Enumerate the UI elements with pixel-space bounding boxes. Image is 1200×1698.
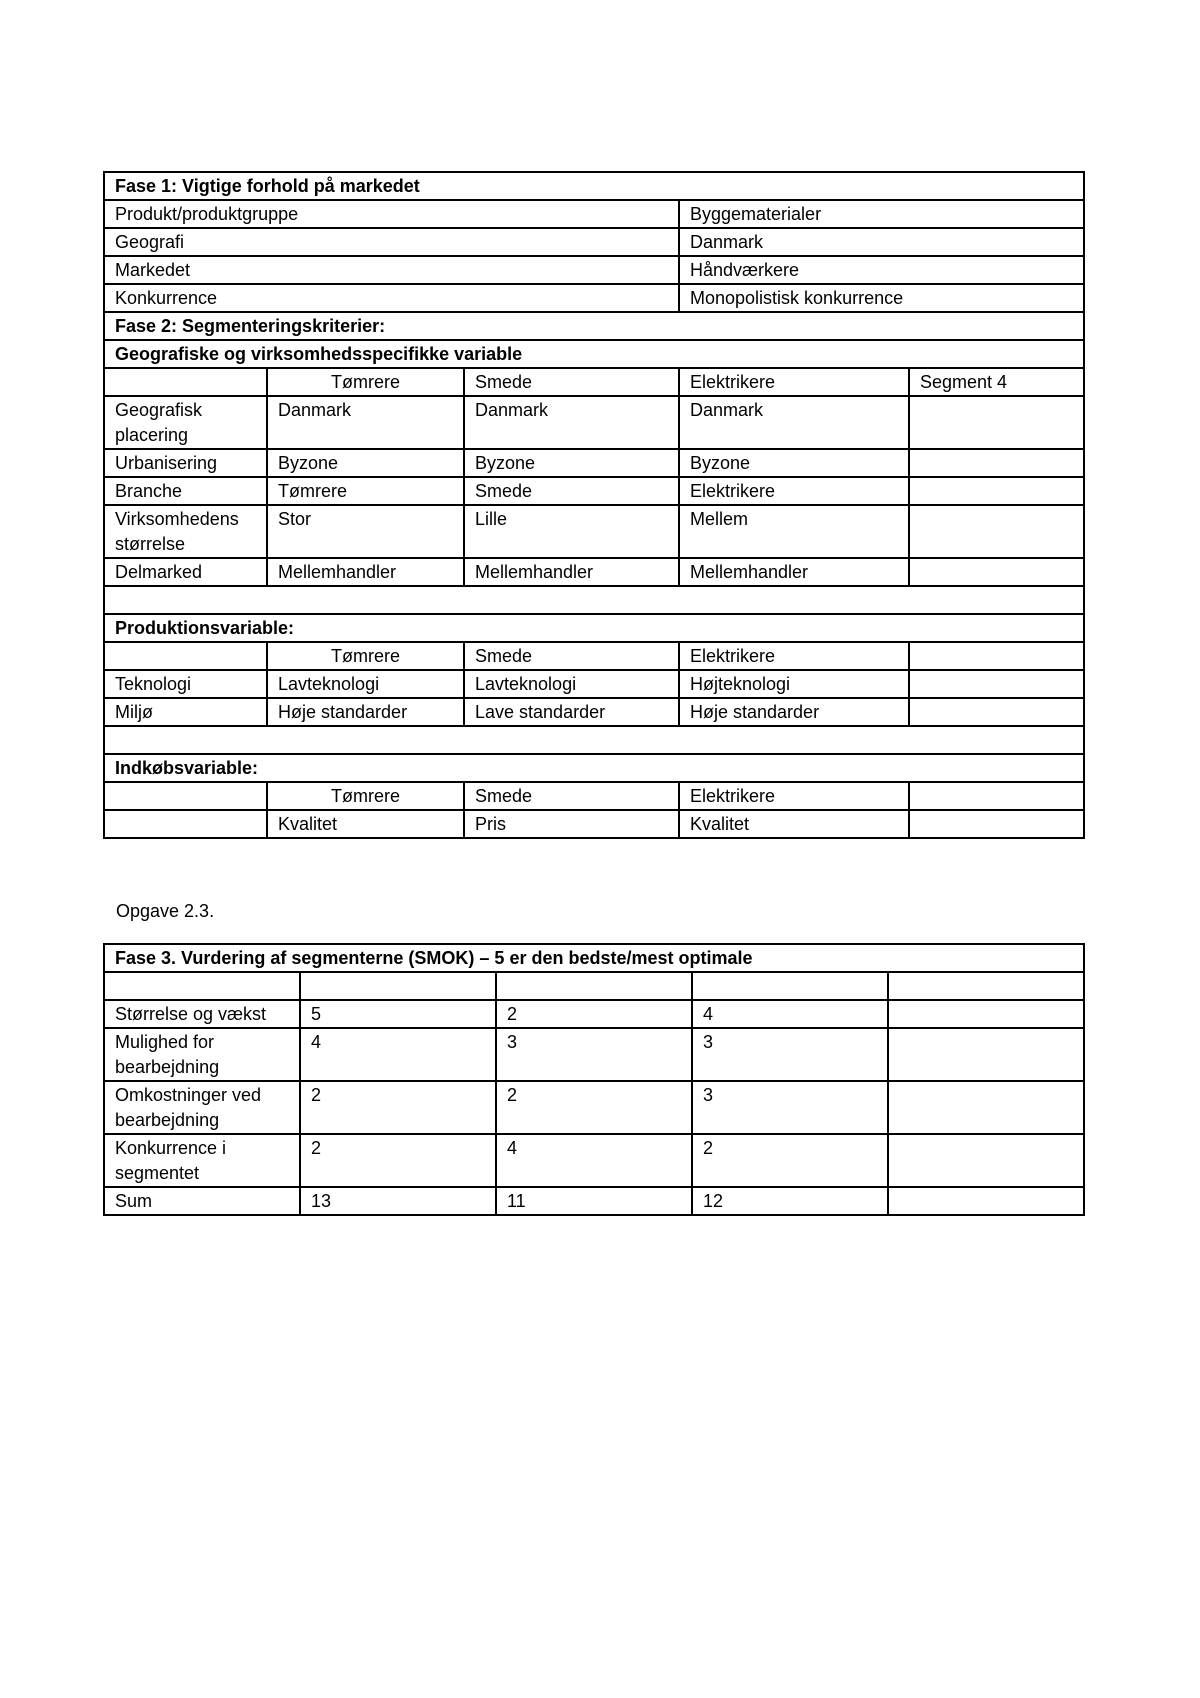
cell: 4 [692, 1000, 888, 1028]
fase3-title-row [104, 944, 1084, 972]
cell: Høje standarder [267, 698, 464, 726]
cell: Danmark [464, 396, 679, 449]
table-row [104, 284, 1084, 312]
cell: Lille [464, 505, 679, 558]
header-cell: Segment 4 [909, 368, 1084, 396]
cell [909, 449, 1084, 477]
cell: Kvalitet [267, 810, 464, 838]
table-row [104, 1081, 1084, 1134]
row-label: Markedet [104, 256, 679, 284]
geo-title: Geografiske og virksomhedsspecifikke variable [104, 340, 1084, 368]
row-label: Branche [104, 477, 267, 505]
cell: Elektrikere [679, 477, 909, 505]
table-row [104, 200, 1084, 228]
cell: Mellem [679, 505, 909, 558]
header-cell: Tømrere [267, 782, 464, 810]
spacer-cell [104, 726, 1084, 754]
cell: Lave standarder [464, 698, 679, 726]
table-row [104, 228, 1084, 256]
row-label: Størrelse og vækst [104, 1000, 300, 1028]
cell: Smede [464, 477, 679, 505]
cell [909, 477, 1084, 505]
cell: 4 [300, 1028, 496, 1081]
header-cell [909, 642, 1084, 670]
header-cell: Elektrikere [679, 642, 909, 670]
opgave-label: Opgave 2.3. [116, 901, 215, 921]
cell: 2 [496, 1000, 692, 1028]
cell [909, 698, 1084, 726]
row-label: Konkurrence i segmentet [104, 1134, 300, 1187]
cell: Danmark [267, 396, 464, 449]
table-row [104, 558, 1084, 586]
cell: Byzone [679, 449, 909, 477]
prod-title-row [104, 614, 1084, 642]
cell [692, 972, 888, 1000]
row-label [104, 810, 267, 838]
cell: Danmark [679, 396, 909, 449]
cell: Tømrere [267, 477, 464, 505]
header-cell [104, 782, 267, 810]
header-cell [104, 368, 267, 396]
header-cell [909, 782, 1084, 810]
header-cell: Smede [464, 782, 679, 810]
cell: 5 [300, 1000, 496, 1028]
cell: 3 [496, 1028, 692, 1081]
cell: Lavteknologi [464, 670, 679, 698]
cell: 2 [496, 1081, 692, 1134]
header-cell: Elektrikere [679, 368, 909, 396]
row-value: Håndværkere [679, 256, 1084, 284]
fase2-title: Fase 2: Segmenteringskriterier: [104, 312, 1084, 340]
cell [909, 670, 1084, 698]
header-cell [104, 642, 267, 670]
cell [104, 972, 300, 1000]
row-label: Geografi [104, 228, 679, 256]
cell: 4 [496, 1134, 692, 1187]
sum-row [104, 1187, 1084, 1215]
cell: Mellemhandler [267, 558, 464, 586]
row-label: Sum [104, 1187, 300, 1215]
row-label: Konkurrence [104, 284, 679, 312]
header-cell: Elektrikere [679, 782, 909, 810]
cell: 2 [300, 1081, 496, 1134]
table-row [104, 1028, 1084, 1081]
prod-header-row [104, 642, 1084, 670]
cell [888, 1134, 1084, 1187]
cell [888, 972, 1084, 1000]
fase1-title: Fase 1: Vigtige forhold på markedet [104, 172, 1084, 200]
table-row [104, 477, 1084, 505]
cell: 3 [692, 1028, 888, 1081]
cell: 2 [692, 1134, 888, 1187]
cell: Mellemhandler [679, 558, 909, 586]
ind-title: Indkøbsvariable: [104, 754, 1084, 782]
cell: 3 [692, 1081, 888, 1134]
cell: 11 [496, 1187, 692, 1215]
cell [496, 972, 692, 1000]
smok-evaluation-table [103, 943, 1085, 1216]
table-row [104, 1000, 1084, 1028]
table-row [104, 449, 1084, 477]
geo-header-row [104, 368, 1084, 396]
row-value: Monopolistisk konkurrence [679, 284, 1084, 312]
cell: Højteknologi [679, 670, 909, 698]
header-cell: Tømrere [267, 642, 464, 670]
row-label: Omkostninger ved bearbejdning [104, 1081, 300, 1134]
prod-title: Produktionsvariable: [104, 614, 1084, 642]
cell [888, 1081, 1084, 1134]
cell: 12 [692, 1187, 888, 1215]
cell: Lavteknologi [267, 670, 464, 698]
table-row [104, 698, 1084, 726]
cell: 2 [300, 1134, 496, 1187]
cell [888, 1028, 1084, 1081]
cell [909, 558, 1084, 586]
row-value: Byggematerialer [679, 200, 1084, 228]
row-label: Delmarked [104, 558, 267, 586]
cell: Mellemhandler [464, 558, 679, 586]
cell: Stor [267, 505, 464, 558]
cell: Høje standarder [679, 698, 909, 726]
table-row [104, 396, 1084, 449]
header-cell: Smede [464, 642, 679, 670]
row-label: Produkt/produktgruppe [104, 200, 679, 228]
spacer-row [104, 586, 1084, 614]
row-label: Teknologi [104, 670, 267, 698]
cell: Pris [464, 810, 679, 838]
cell: 13 [300, 1187, 496, 1215]
cell: Kvalitet [679, 810, 909, 838]
cell [909, 505, 1084, 558]
cell: Byzone [464, 449, 679, 477]
row-label: Mulighed for bearbejdning [104, 1028, 300, 1081]
row-label: Virksomhedens størrelse [104, 505, 267, 558]
fase2-title-row [104, 312, 1084, 340]
cell [909, 810, 1084, 838]
cell [300, 972, 496, 1000]
row-label: Geografisk placering [104, 396, 267, 449]
spacer-row [104, 726, 1084, 754]
cell [909, 396, 1084, 449]
row-label: Urbanisering [104, 449, 267, 477]
ind-header-row [104, 782, 1084, 810]
header-cell: Smede [464, 368, 679, 396]
table-row [104, 810, 1084, 838]
table-row [104, 256, 1084, 284]
table-row [104, 505, 1084, 558]
header-cell: Tømrere [267, 368, 464, 396]
geo-title-row [104, 340, 1084, 368]
table-row [104, 670, 1084, 698]
empty-header-row [104, 972, 1084, 1000]
cell [888, 1000, 1084, 1028]
table-row [104, 1134, 1084, 1187]
spacer-cell [104, 586, 1084, 614]
cell: Byzone [267, 449, 464, 477]
fase3-title: Fase 3. Vurdering af segmenterne (SMOK) – 5 er den bedste/mest optimale [104, 944, 1084, 972]
segmentation-table [103, 171, 1085, 839]
fase1-title-row [104, 172, 1084, 200]
cell [888, 1187, 1084, 1215]
row-value: Danmark [679, 228, 1084, 256]
ind-title-row [104, 754, 1084, 782]
row-label: Miljø [104, 698, 267, 726]
